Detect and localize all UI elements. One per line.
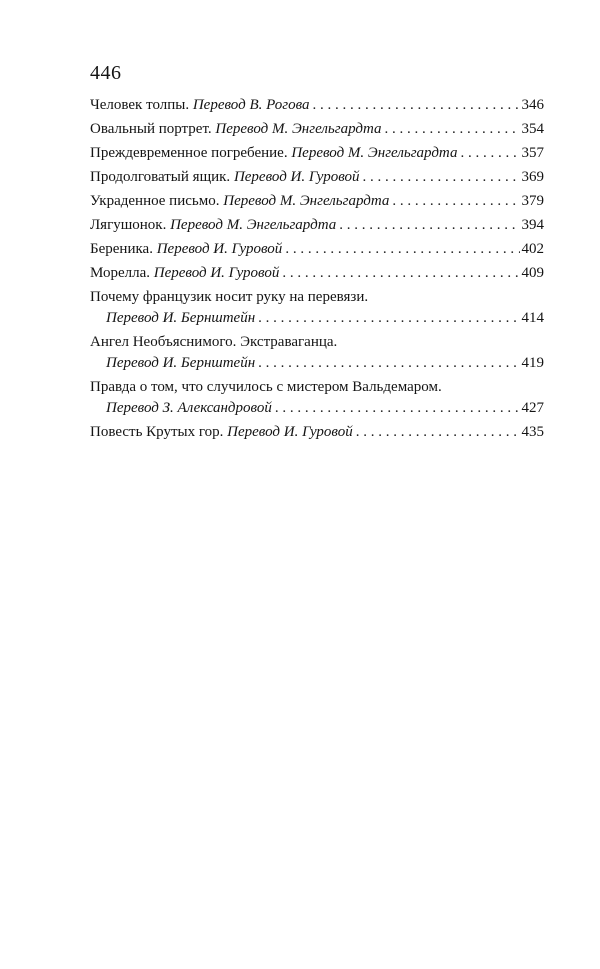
toc-entry <box>90 287 544 329</box>
dot-leader <box>282 263 519 284</box>
toc-line <box>90 119 544 140</box>
translator-credit: Перевод М. Энгельгардта <box>291 145 458 161</box>
story-title: Украденное письмо. <box>90 193 220 209</box>
toc-entry <box>90 95 544 116</box>
dot-leader <box>258 353 519 374</box>
story-title: Овальный портрет. <box>90 121 212 137</box>
page-ref: 427 <box>521 400 544 416</box>
toc-entry <box>90 239 544 260</box>
dot-leader <box>285 239 519 260</box>
toc-line-continuation <box>90 398 544 419</box>
toc-line <box>90 287 544 308</box>
translator-credit: Перевод И. Гуровой <box>153 265 280 281</box>
toc-line-continuation <box>90 308 544 329</box>
toc-line <box>90 239 544 260</box>
dot-leader <box>275 398 520 419</box>
translator-credit: Перевод М. Энгельгардта <box>170 217 337 233</box>
dot-leader <box>392 191 519 212</box>
toc-entry <box>90 422 544 443</box>
story-title: Правда о том, что случилось с мистером Вальдемаром. <box>90 379 442 395</box>
toc-line <box>90 143 544 164</box>
page-ref: 369 <box>521 169 544 185</box>
page-ref: 354 <box>521 121 544 137</box>
page-number: 446 <box>90 62 122 84</box>
story-title: Продолговатый ящик. <box>90 169 231 185</box>
page-ref: 402 <box>521 241 544 257</box>
toc-line <box>90 191 544 212</box>
page-ref: 414 <box>521 310 544 326</box>
translator-credit: Перевод И. Гуровой <box>233 169 360 185</box>
page-ref: 357 <box>521 145 544 161</box>
translator-credit: Перевод И. Гуровой <box>227 424 353 440</box>
toc-line-continuation <box>90 353 544 374</box>
dot-leader <box>385 119 520 140</box>
dot-leader <box>313 95 520 116</box>
story-title: Лягушонок. <box>90 217 167 233</box>
story-title: Почему французик носит руку на перевязи. <box>90 289 369 305</box>
translator-credit: Перевод И. Бернштейн <box>106 310 256 326</box>
translator-credit: Перевод М. Энгельгардта <box>223 193 390 209</box>
dot-leader <box>356 422 520 443</box>
dot-leader <box>339 215 519 236</box>
story-title: Береника. <box>90 241 153 257</box>
toc-line <box>90 263 544 284</box>
toc-entry <box>90 263 544 284</box>
dot-leader <box>363 167 520 188</box>
story-title: Повесть Крутых гор. <box>90 424 224 440</box>
toc-line <box>90 377 544 398</box>
story-title: Человек толпы. <box>90 97 190 113</box>
toc-line <box>90 422 544 443</box>
story-title: Преждевременное погребение. <box>90 145 288 161</box>
story-title: Ангел Необъяснимого. Экстраваганца. <box>90 334 338 350</box>
dot-leader <box>258 308 519 329</box>
toc-line <box>90 95 544 116</box>
toc-entry <box>90 191 544 212</box>
page-ref: 419 <box>521 355 544 371</box>
toc-entry <box>90 332 544 374</box>
translator-credit: Перевод З. Александровой <box>106 400 272 416</box>
story-title: Морелла. <box>90 265 150 281</box>
toc-entry <box>90 215 544 236</box>
toc-entry <box>90 143 544 164</box>
translator-credit: Перевод И. Бернштейн <box>106 355 256 371</box>
toc-entry <box>90 167 544 188</box>
translator-credit: Перевод И. Гуровой <box>156 241 283 257</box>
translator-credit: Перевод В. Рогова <box>192 97 310 113</box>
page-ref: 379 <box>521 193 544 209</box>
toc-entry <box>90 119 544 140</box>
page-ref: 435 <box>521 424 544 440</box>
toc-line <box>90 332 544 353</box>
table-of-contents <box>90 95 544 446</box>
toc-entry <box>90 377 544 419</box>
page-ref: 346 <box>521 97 544 113</box>
page-ref: 394 <box>521 217 544 233</box>
toc-line <box>90 167 544 188</box>
page-ref: 409 <box>521 265 544 281</box>
translator-credit: Перевод М. Энгельгардта <box>215 121 382 137</box>
dot-leader <box>460 143 519 164</box>
toc-line <box>90 215 544 236</box>
